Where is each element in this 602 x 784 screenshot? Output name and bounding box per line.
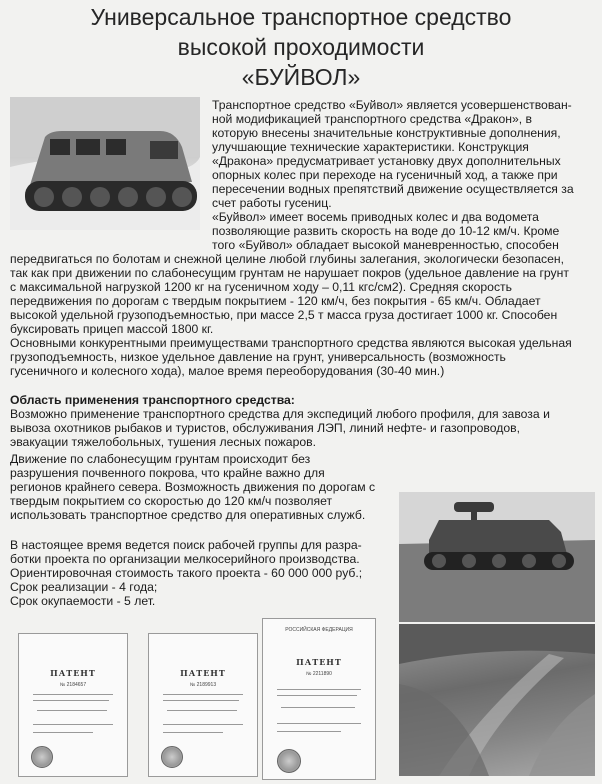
body-line: Основными конкурентными преимуществами транспортного средства являются высокая удельная (10, 336, 572, 350)
patent-number: № 2189913 (189, 682, 217, 688)
vehicle-photo-field (399, 492, 595, 622)
project-line: ботки проекта по организации мелкосерийного производства. (10, 552, 360, 566)
title-line-1: Универсальное транспортное средство (90, 4, 512, 30)
title-line-2: высокой проходимости (177, 34, 425, 60)
patent-number: № 2211890 (306, 671, 332, 677)
intro-line: «Дракона» предусматривает установку двух дополнительных (212, 154, 561, 168)
patent-header: ПАТЕНТ (180, 668, 226, 678)
body-line: буксировать прицеп массой 1800 кг. (10, 322, 214, 336)
intro-line: ной модификацией транспортного средства «Дракон», в (212, 112, 533, 126)
body-line: гусеничного и колесного хода), малое время переоборудования (30-40 мин.) (10, 364, 445, 378)
patent-country: РОССИЙСКАЯ ФЕДЕРАЦИЯ (285, 627, 353, 633)
patent-certificate (18, 633, 128, 777)
intro-line: опорных колес при переходе на гусеничный ход, а также при (212, 168, 558, 182)
soil-line: Движение по слабонесущим грунтам происходит без (10, 452, 311, 466)
intro-line: счет работы гусениц. (212, 196, 332, 210)
application-line: вывоза охотников рыбаков и туристов, обслуживания ЛЭП, линий нефте- и газопроводов, (10, 421, 520, 435)
project-payback: Срок окупаемости - 5 лет. (10, 594, 156, 608)
project-duration: Срок реализации - 4 года; (10, 580, 158, 594)
patent-number: № 2184657 (59, 682, 87, 688)
application-line: эвакуации тяжелобольных, тушения лесных пожаров. (10, 435, 316, 449)
intro-line: пересечении водных препятствий движение осуществляется за (212, 182, 574, 196)
body-line: так как при движении по слабонесущим грунтам не нарушает покров (удельное давление на грунт (10, 266, 569, 280)
terrain-photo (399, 624, 595, 776)
patent-certificate (262, 618, 376, 780)
application-heading: Область применения транспортного средства: (10, 393, 295, 407)
intro-line: которую внесены значительные конструктивные дополнения, (212, 126, 561, 140)
seal-icon (31, 746, 53, 768)
soil-line: регионов крайнего севера. Возможность движения по дорогам с (10, 480, 376, 494)
patent-header: ПАТЕНТ (50, 668, 96, 678)
soil-line: разрушения почвенного покрова, что крайне важно для (10, 466, 325, 480)
title-line-3: «БУЙВОЛ» (241, 64, 361, 90)
document-title (0, 2, 602, 92)
soil-line: использовать транспортное средство для оперативных служб. (10, 508, 366, 522)
intro-line: того «Буйвол» обладает высокой маневренностью, способен (212, 238, 559, 252)
vehicle-illustration (10, 97, 200, 230)
patent-header: ПАТЕНТ (296, 657, 342, 667)
application-line: Возможно применение транспортного средства для экспедиций любого профиля, для завоза и (10, 407, 550, 421)
project-line: В настоящее время ведется поиск рабочей группы для разра- (10, 538, 362, 552)
seal-icon (161, 746, 183, 768)
intro-line: Транспортное средство «Буйвол» является усовершенствован- (212, 98, 572, 112)
intro-line: «Буйвол» имеет восемь приводных колес и два водомета (212, 210, 539, 224)
body-line: высокой удельной грузоподъемностью, при массе 2,5 т масса груза достигает 1000 кг. Способен (10, 308, 558, 322)
vehicle-photo-snow (10, 97, 200, 230)
seal-icon (277, 749, 301, 773)
body-line: грузоподъемность, низкое удельное давление на грунт, универсальность (возможность (10, 350, 506, 364)
project-cost: Ориентировочная стоимость такого проекта - 60 000 000 руб.; (10, 566, 363, 580)
body-line: с максимальной нагрузкой 1200 кг на гусеничном ходу – 0,11 кгс/см2). Средняя скорость (10, 280, 512, 294)
soil-line: твердым покрытием со скоростью до 120 км/ч позволяет (10, 494, 333, 508)
tracked-vehicle-illustration (399, 492, 595, 622)
intro-line: улучшающие технические характеристики. Конструкция (212, 140, 529, 154)
body-line: передвигаться по болотам и снежной целине любой глубины залегания, экологически безопасен, (10, 252, 564, 266)
body-line: передвижения по дорогам с твердым покрытием - 120 км/ч, без покрытия - 65 км/ч. Обладает (10, 294, 541, 308)
terrain-illustration (399, 624, 595, 776)
intro-line: позволяющие развить скорость на воде до 10-12 км/ч. Кроме (212, 224, 560, 238)
patent-certificate (148, 633, 258, 777)
